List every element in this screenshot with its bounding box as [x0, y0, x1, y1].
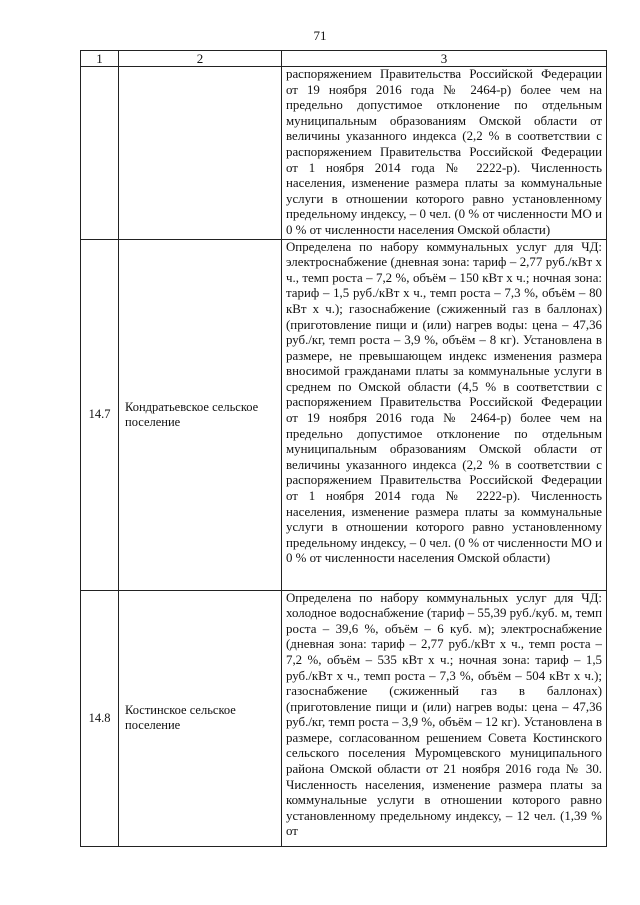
row-number: 14.7 [81, 239, 119, 590]
table-row [81, 590, 607, 846]
column-header-2: 2 [119, 51, 282, 67]
municipality-name: Кондратьевское сельское поселение [119, 239, 282, 590]
table-row [81, 239, 607, 590]
table-row [81, 67, 607, 240]
row-number [81, 67, 119, 240]
row-number: 14.8 [81, 590, 119, 846]
column-header-3: 3 [282, 51, 607, 67]
row-description: распоряжением Правительства Российской Федерации от 19 ноября 2016 года № 2464-р) более чем на предельно допустимое отклонение по отдельным муниципальным образованиям Омской области от величины указанного индекса (2,2 % в соответствии с распоряжением Правительства Российской Федерации от 1 ноября 2014 года № 2222-р). Численность населения, изменение размера платы за коммунальные услуги в отношении которого равно установленному предельному индексу, – 0 чел. (0 % от численности МО и 0 % от численности населения Омской области) [282, 67, 607, 240]
table-header-row [81, 51, 607, 67]
municipality-name [119, 67, 282, 240]
row-description: Определена по набору коммунальных услуг для ЧД: холодное водоснабжение (тариф – 55,39 руб./куб. м, темп роста – 39,6 %, объём – 6 куб. м); электроснабжение (дневная зона: тариф – 2,77 руб./кВт х ч., темп роста – 7,2 %, объём – 535 кВт х ч.; ночная зона: тариф – 1,5 руб./кВт х ч., темп роста – 7,3 %, объём – 504 кВт х ч.); газоснабжение (сжиженный газ в баллонах) (приготовление пищи и (или) нагрев воды: цена – 47,36 руб./кг, темп роста – 3,9 %, объём – 12 кг). Установлена в размере, согласованном решением Совета Костинского сельского поселения Муромцевского муниципального района Омской области от 21 ноября 2016 года № 30. Численность населения, изменение размера платы за коммунальные услуги в отношении которого равно установленному предельному индексу, – 12 чел. (1,39 % от [282, 590, 607, 846]
row-description: Определена по набору коммунальных услуг для ЧД: электроснабжение (дневная зона: тариф – 2,77 руб./кВт х ч., темп роста – 7,2 %, объём – 150 кВт х ч.; ночная зона: тариф – 1,5 руб./кВт х ч., темп роста – 7,3 %, объём – 80 кВт х ч.); газоснабжение (сжиженный газ в баллонах) (приготовление пищи и (или) нагрев воды: цена – 47,36 руб./кг, темп роста – 3,9 %, объём – 8 кг). Установлена в размере, не превышающем индекс изменения размера вносимой гражданами платы за коммунальные услуги в среднем по Омской области (4,5 % в соответствии с распоряжением Правительства Российской Федерации от 19 ноября 2016 года № 2464-р) более чем на предельно допустимое отклонение по отдельным муниципальным образованиям Омской области от величины указанного индекса (2,2 % в соответствии с распоряжением Правительства Российской Федерации от 1 ноября 2014 года № 2222-р). Численность населения, изменение размера платы за коммунальные услуги в отношении которого равно установленному предельному индексу, – 0 чел. (0 % от численности МО и 0 % от численности населения Омской области) [282, 239, 607, 590]
page-number: 71 [313, 28, 327, 43]
municipality-name: Костинское сельское поселение [119, 590, 282, 846]
column-header-1: 1 [81, 51, 119, 67]
municipality-table [80, 50, 607, 847]
